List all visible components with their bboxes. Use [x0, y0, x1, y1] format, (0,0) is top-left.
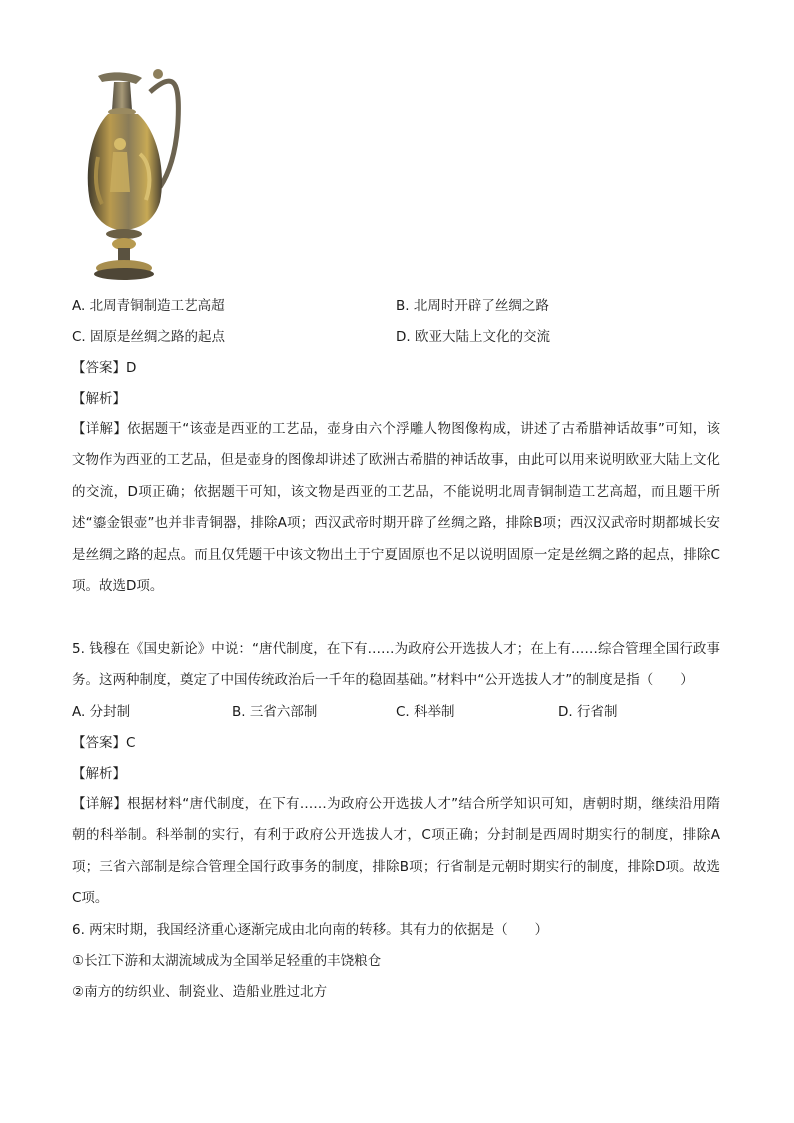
option-c: C. 固原是丝绸之路的起点 — [72, 329, 226, 345]
option-a: A. 北周青铜制造工艺高超 — [72, 298, 225, 314]
question-stem: 6. 两宋时期，我国经济重心逐渐完成由北向南的转移。其有力的依据是（ ） — [72, 922, 549, 938]
statement-item: ②南方的纺织业、制瓷业、造船业胜过北方 — [72, 984, 328, 1000]
statement-item: ①长江下游和太湖流域成为全国举足轻重的丰饶粮仓 — [72, 953, 382, 969]
answer-label: 【答案】D — [72, 360, 137, 376]
question-stem: 5. 钱穆在《国史新论》中说：“唐代制度，在下有……为政府公开选拔人才；在上有……综合管理全国行政事务。这两种制度，奠定了中国传统政治后一千年的稳固基础。”材料中“公开选拔人才”的制度是指（ ） — [72, 641, 720, 689]
option-b: B. 北周时开辟了丝绸之路 — [396, 298, 549, 314]
detail-paragraph: 【详解】依据题干“该壶是西亚的工艺品，壶身由六个浮雕人物图像构成，讲述了古希腊神话故事”可知，该文物作为西亚的工艺品，但是壶身的图像却讲述了欧洲古希腊的神话故事，由此可以用来说明欧亚大陆上文化的交流，D项正确；依据题干可知，该文物是西亚的工艺品，不能说明北周青铜制造工艺高超，而且题干所述“鎏金银壶”也并非青铜器，排除A项；西汉武帝时期开辟了丝绸之路，排除B项；西汉汉武帝时期都城长安是丝绸之路的起点。而且仅凭题干中该文物出土于宁夏固原也不足以说明固原一定是丝绸之路的起点，排除C项。故选D项。 — [72, 421, 720, 595]
analysis-label: 【解析】 — [72, 391, 126, 407]
analysis-label: 【解析】 — [72, 766, 126, 782]
option-d: D. 行省制 — [558, 704, 618, 720]
answer-label: 【答案】C — [72, 735, 136, 751]
option-b: B. 三省六部制 — [232, 704, 318, 720]
option-c: C. 科举制 — [396, 704, 455, 720]
option-a: A. 分封制 — [72, 704, 131, 720]
gilded-silver-ewer-image — [80, 62, 190, 287]
option-d: D. 欧亚大陆上文化的交流 — [396, 329, 550, 345]
detail-paragraph: 【详解】根据材料“唐代制度，在下有……为政府公开选拔人才”结合所学知识可知，唐朝时期，继续沿用隋朝的科举制。科举制的实行，有利于政府公开选拔人才，C项正确；分封制是西周时期实行的制度，排除A项；三省六部制是综合管理全国行政事务的制度，排除B项；行省制是元朝时期实行的制度，排除D项。故选C项。 — [72, 796, 720, 907]
